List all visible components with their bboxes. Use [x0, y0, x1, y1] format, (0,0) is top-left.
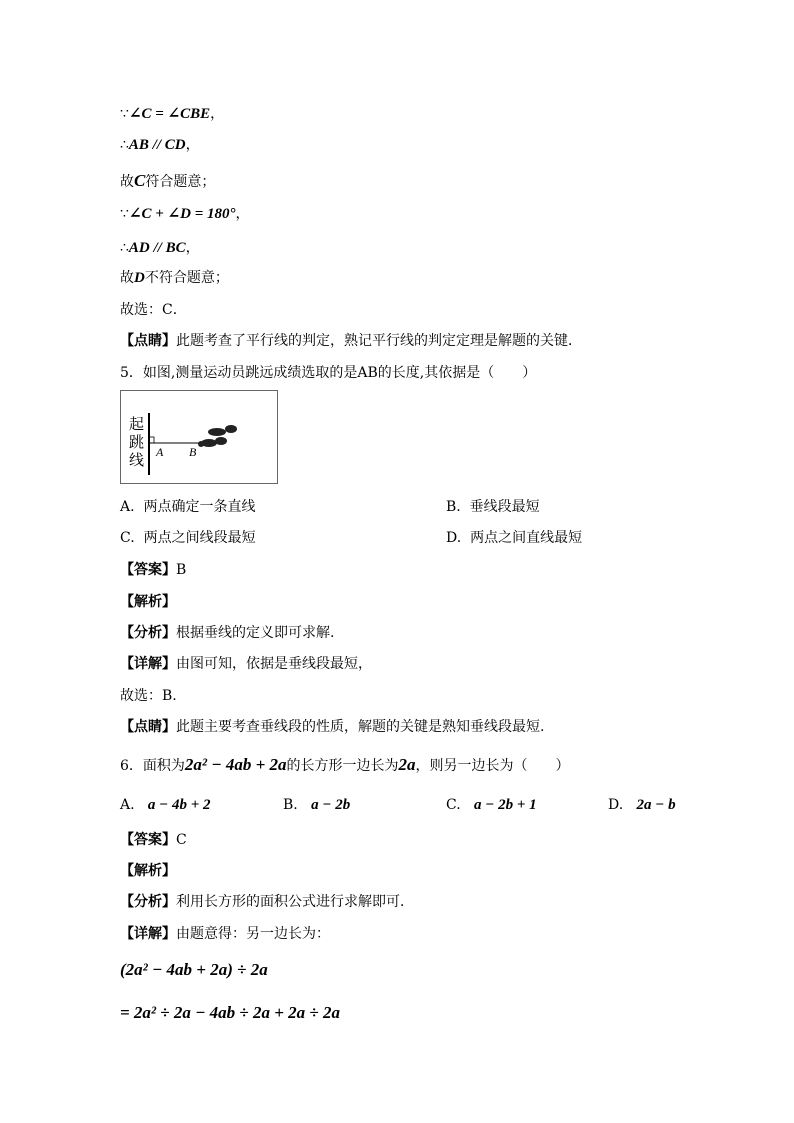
math-expr: D — [134, 270, 145, 286]
math-expr: 2a² − 4ab + 2a — [184, 755, 287, 774]
q5-option-a: A. 两点确定一条直线 — [120, 499, 256, 515]
q5-option-b: B. 垂线段最短 — [446, 499, 540, 515]
math-expr: C — [134, 171, 146, 190]
proof-line-2: ∴AB // CD， — [120, 137, 200, 153]
math-expr: ∠C = ∠CBE — [128, 106, 211, 122]
figure-label-char: 起 — [129, 415, 145, 433]
math-expr: 2a — [398, 755, 416, 774]
q4-dianjing: 【点睛】此题考查了平行线的判定，熟记平行线的判定定理是解题的关键． — [120, 333, 582, 349]
point-b-label: B — [189, 445, 197, 459]
proof-line-5: ∴AD // BC， — [120, 240, 200, 256]
q5-choice: 故选：B. — [120, 688, 177, 704]
q5-dianjing: 【点睛】此题主要考查垂线段的性质，解题的关键是熟知垂线段最短. — [120, 719, 545, 735]
proof-line-3: 故C符合题意； — [120, 171, 216, 190]
footprint-icon — [198, 425, 237, 447]
q6-option-d: D. 2a − b — [608, 797, 676, 813]
q6-xiangjie: 【详解】由题意得：另一边长为： — [120, 926, 330, 942]
q5-option-c: C. 两点之间线段最短 — [120, 530, 256, 546]
q6-option-c: C. a − 2b + 1 — [446, 797, 537, 813]
q5-fenxi: 【分析】根据垂线的定义即可求解. — [120, 625, 335, 641]
proof-line-4: ∵∠C + ∠D = 180°， — [120, 206, 250, 222]
figure-drawing — [121, 391, 277, 483]
q5-xiangjie: 【详解】由图可知，依据是垂线段最短， — [120, 656, 372, 672]
point-a-label: A — [156, 445, 164, 459]
q6-equation-2: = 2a² ÷ 2a − 4ab ÷ 2a + 2a ÷ 2a — [120, 1003, 341, 1022]
figure-label-char: 跳 — [129, 433, 145, 451]
q6-equation-1: (2a² − 4ab + 2a) ÷ 2a — [120, 960, 268, 979]
q5-answer: 【答案】B — [120, 562, 187, 578]
q6-analysis-heading: 【解析】 — [120, 863, 176, 879]
math-expr: ∠C + ∠D = 180° — [128, 206, 236, 222]
q6-option-b: B. a − 2b — [283, 797, 351, 813]
q5-stem: 5．如图,测量运动员跳远成绩选取的是AB的长度,其依据是（ ） — [120, 365, 537, 381]
q6-stem: 6．面积为2a² − 4ab + 2a的长方形一边长为2a，则另一边长为（ ） — [120, 755, 570, 774]
proof-line-6: 故D不符合题意； — [120, 270, 229, 286]
q4-choice: 故选：C． — [120, 302, 187, 318]
math-expr: AB // CD — [128, 137, 186, 153]
q6-fenxi: 【分析】利用长方形的面积公式进行求解即可． — [120, 894, 414, 910]
q6-answer: 【答案】C — [120, 832, 187, 848]
q5-option-d: D. 两点之间直线最短 — [446, 530, 583, 546]
figure-label-char: 线 — [129, 451, 145, 469]
proof-line-1: ∵∠C = ∠CBE， — [120, 106, 225, 122]
q6-option-a: A. a − 4b + 2 — [120, 797, 211, 813]
long-jump-figure — [120, 390, 278, 484]
q5-analysis-heading: 【解析】 — [120, 594, 176, 610]
math-expr: AD // BC — [128, 240, 186, 256]
